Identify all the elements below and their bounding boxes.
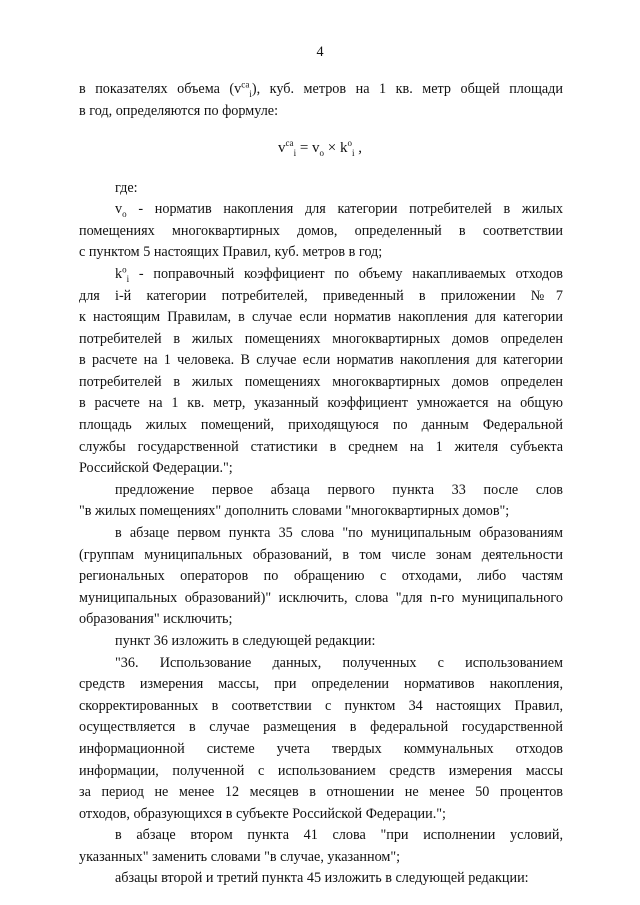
formula-k-sub: i — [352, 148, 355, 158]
k-def-line-1 — [115, 264, 563, 284]
formula-times: × k — [324, 140, 348, 156]
p36-line-3: скорректированных в соответствии с пунктом 34 настоящих Правил, — [79, 698, 563, 714]
formula-eq: = v — [296, 140, 320, 156]
formula-k-sup: о — [347, 138, 353, 148]
vo-sub: о — [122, 208, 127, 219]
k-def-line-9: службы государственной статистики в среднем на 1 жителя субъекта — [79, 439, 563, 455]
where-label: где: — [115, 180, 138, 196]
k-symbol: k — [115, 266, 123, 282]
k-def-line-5: в расчете на 1 человека. В случае если норматив накопления для категории — [79, 352, 563, 368]
intro-line-2: в год, определяются по формуле: — [79, 103, 279, 119]
k-sub: i — [126, 273, 130, 284]
k-sup: о — [122, 264, 127, 275]
vo-def-line-3: с пунктом 5 настоящих Правил, куб. метров в год; — [79, 244, 383, 260]
p36-line-2: средств измерения массы, при определении нормативов накопления, — [79, 676, 563, 692]
formula — [0, 140, 640, 157]
formula-lhs-sub: i — [293, 148, 297, 158]
p33-line-1: предложение первое абзаца первого пункта 33 после слов — [115, 482, 563, 498]
p36-line-6: информации, полученной с использованием средств измерения массы — [79, 763, 563, 779]
p35-line-3: региональных операторов по обращению с отходами, либо частям — [79, 568, 563, 584]
p36-line-4: осуществляется в случае размещения в федеральной государственной — [79, 719, 563, 735]
p35-line-5: образования" исключить; — [79, 611, 233, 627]
p33-line-2: "в жилых помещениях" дополнить словами "многоквартирных домов"; — [79, 503, 510, 519]
p35-line-4: муниципальных образований)" исключить, слова "для n-го муниципального — [79, 590, 563, 606]
p41-line-2: указанных" заменить словами "в случае, указанном"; — [79, 849, 401, 865]
k-def-line-4: потребителей в жилых помещениях многоквартирных домов определен — [79, 331, 563, 347]
k-def-line-8: площадь жилых помещений, приходящуюся по данным Федеральной — [79, 417, 563, 433]
p36-line-8: отходов, образующихся в субъекте Российской Федерации."; — [79, 806, 446, 822]
p35-line-2: (группам муниципальных образований, в том числе зонам деятельности — [79, 547, 563, 563]
p36-line-1: "36. Использование данных, полученных с использованием — [115, 655, 563, 671]
formula-lhs-sup: са — [285, 138, 294, 148]
p36-line-5: информационной системе учета твердых коммунальных отходов — [79, 741, 563, 757]
k-def-line-7: в расчете на 1 кв. метр, указанный коэффициент умножается на общую — [79, 395, 563, 411]
k-def-line-6: потребителей в жилых помещениях многоквартирных домов определен — [79, 374, 563, 390]
vo-def-text: - норматив накопления для категории потребителей в жилых — [126, 201, 563, 217]
formula-lhs: v — [277, 140, 286, 156]
intro-text-b: ), куб. метров на 1 кв. метр общей площади — [251, 81, 563, 97]
vo-symbol: v — [115, 201, 123, 217]
p41-line-1: в абзаце втором пункта 41 слова "при исполнении условий, — [115, 827, 563, 843]
intro-line-1 — [79, 79, 563, 99]
k-def-text: - поправочный коэффициент по объему накапливаемых отходов — [129, 266, 563, 282]
intro-sup: са — [241, 79, 250, 90]
intro-sub: i — [249, 88, 252, 99]
intro-text-a: в показателях объема (v — [79, 81, 242, 97]
vo-def-line-2: помещениях многоквартирных домов, определенный в соответствии — [79, 223, 563, 239]
k-def-line-3: к настоящим Правилам, в случае если норматив накопления для категории — [79, 309, 563, 325]
p35-line-1: в абзаце первом пункта 35 слова "по муниципальным образованиям — [115, 525, 563, 541]
formula-vo-sub: о — [319, 148, 325, 158]
p36-line-7: за период не менее 12 месяцев в отношении не менее 50 процентов — [79, 784, 563, 800]
formula-end: , — [354, 140, 363, 156]
k-def-line-10: Российской Федерации."; — [79, 460, 233, 476]
page-number: 4 — [316, 44, 324, 60]
p45-line: абзацы второй и третий пункта 45 изложить в следующей редакции: — [115, 870, 529, 886]
vo-def-line-1 — [115, 199, 563, 219]
k-def-line-2: для i-й категории потребителей, приведенный в приложении №7 — [79, 288, 563, 304]
p36-intro: пункт 36 изложить в следующей редакции: — [115, 633, 376, 649]
